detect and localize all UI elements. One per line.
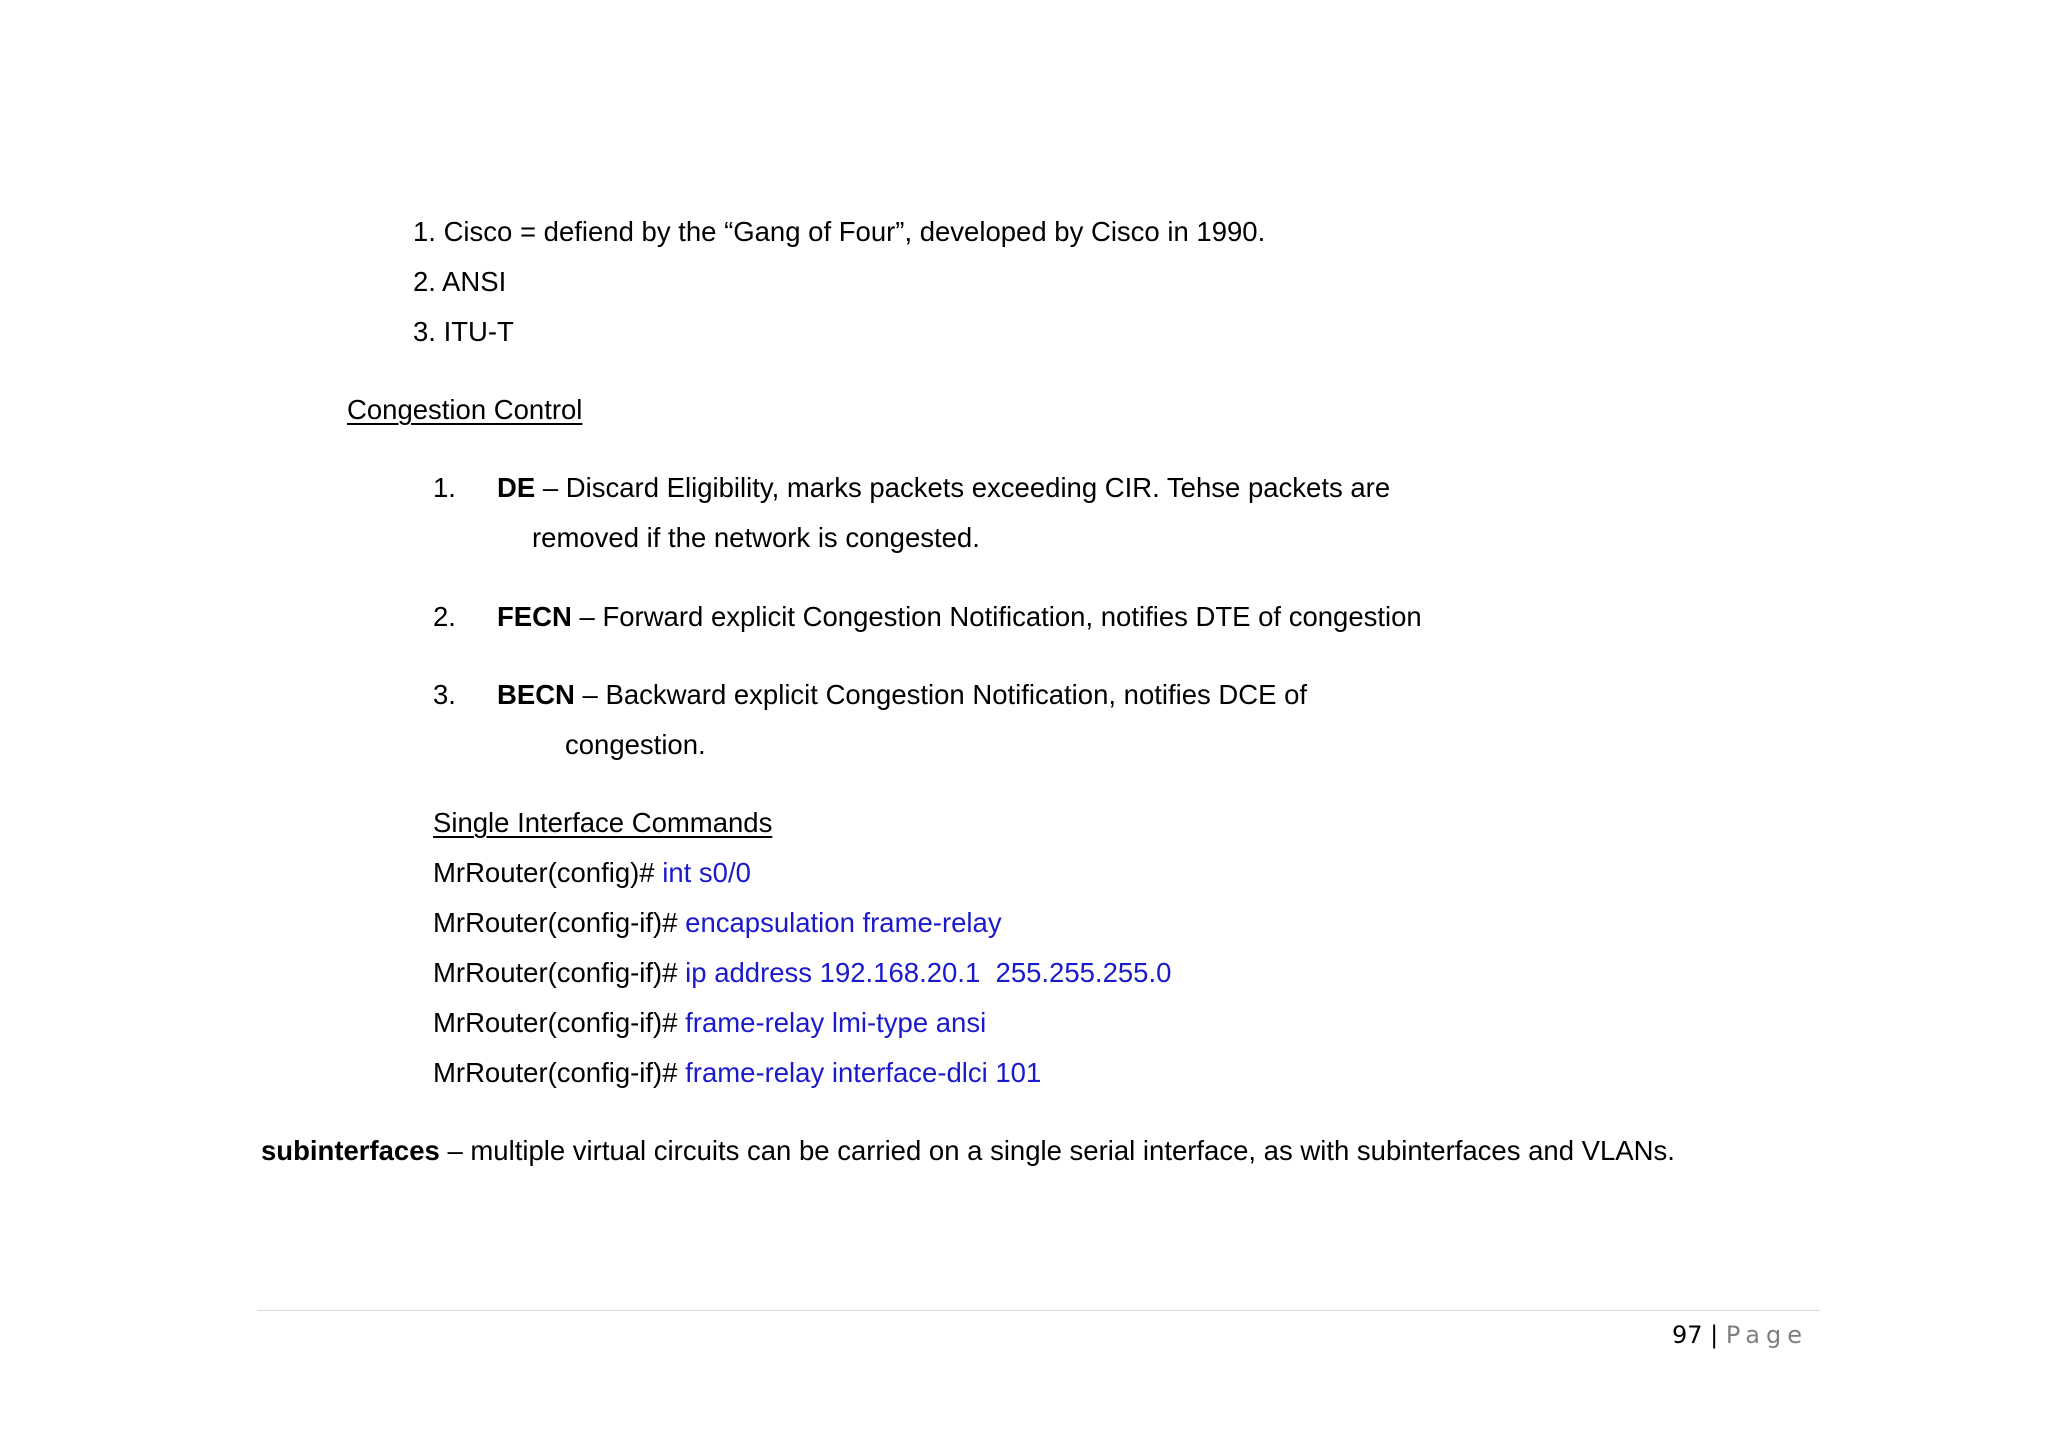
congestion-control-heading: Congestion Control	[347, 394, 583, 425]
congestion-item-1-number: 1.	[433, 472, 456, 503]
congestion-item-1-term: DE	[497, 472, 536, 503]
footer-divider	[257, 1310, 1820, 1311]
command-line-1	[433, 856, 751, 890]
footer-separator: |	[1702, 1321, 1726, 1349]
command-line-4	[433, 1006, 986, 1040]
congestion-item-2	[497, 600, 1422, 634]
page-number: 97	[1672, 1321, 1703, 1349]
command-text: int s0/0	[662, 857, 751, 888]
congestion-item-1	[497, 471, 1390, 505]
command-prompt: MrRouter(config-if)#	[433, 1057, 686, 1088]
subinterfaces-term: subinterfaces	[261, 1135, 440, 1166]
intro-list-item-2: 2. ANSI	[413, 266, 507, 297]
single-interface-heading: Single Interface Commands	[433, 807, 773, 838]
congestion-item-1-text: – Discard Eligibility, marks packets exceeding CIR. Tehse packets are	[535, 472, 1391, 503]
command-line-2	[433, 906, 1002, 940]
intro-list-item-3: 3. ITU-T	[413, 316, 514, 347]
congestion-item-1-continuation: removed if the network is congested.	[532, 522, 980, 553]
command-text: encapsulation frame-relay	[685, 907, 1002, 938]
command-text: frame-relay lmi-type ansi	[685, 1007, 987, 1038]
command-prompt: MrRouter(config-if)#	[433, 1007, 686, 1038]
page-label: Page	[1725, 1321, 1808, 1349]
congestion-item-2-number: 2.	[433, 601, 456, 632]
congestion-item-2-text: – Forward explicit Congestion Notification, notifies DTE of congestion	[571, 601, 1422, 632]
command-prompt: MrRouter(config-if)#	[433, 957, 686, 988]
command-text: ip address 192.168.20.1 255.255.255.0	[685, 957, 1172, 988]
congestion-item-3	[497, 678, 1307, 712]
subinterfaces-text: – multiple virtual circuits can be carried on a single serial interface, as with subinterfaces and VLANs.	[439, 1135, 1675, 1166]
congestion-item-3-number: 3.	[433, 679, 456, 710]
command-prompt: MrRouter(config-if)#	[433, 907, 686, 938]
congestion-item-2-term: FECN	[497, 601, 572, 632]
command-line-3	[433, 956, 1171, 990]
page-footer	[1672, 1318, 1808, 1352]
congestion-item-3-term: BECN	[497, 679, 575, 710]
intro-list-item-1: 1. Cisco = defiend by the “Gang of Four”, developed by Cisco in 1990.	[413, 216, 1266, 247]
command-prompt: MrRouter(config)#	[433, 857, 663, 888]
command-text: frame-relay interface-dlci 101	[685, 1057, 1042, 1088]
congestion-item-3-text: – Backward explicit Congestion Notification, notifies DCE of	[574, 679, 1308, 710]
congestion-item-3-continuation: congestion.	[565, 729, 706, 760]
command-line-5	[433, 1056, 1041, 1090]
subinterfaces-paragraph	[261, 1134, 1675, 1168]
